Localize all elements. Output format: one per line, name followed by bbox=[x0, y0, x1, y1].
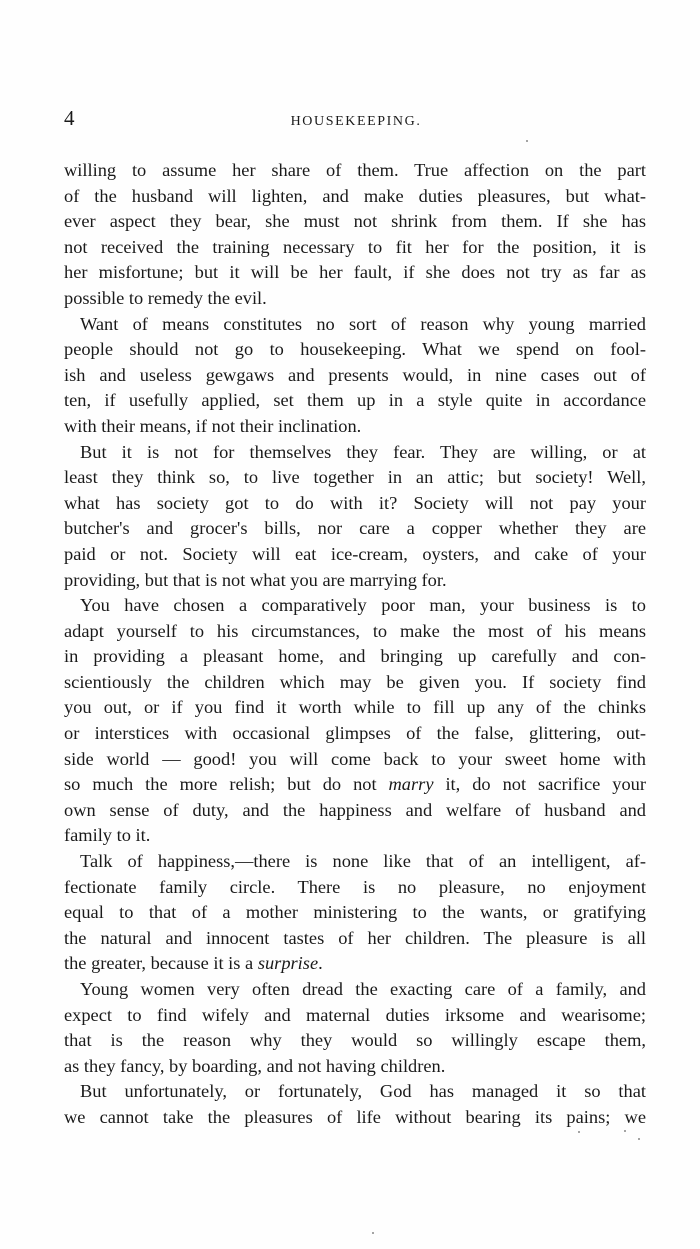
running-title: HOUSEKEEPING. bbox=[290, 114, 422, 129]
text-line: we cannot take the pleasures of life without bearing its pains; we bbox=[64, 1106, 646, 1127]
print-speck bbox=[526, 140, 528, 142]
text-line: least they think so, to live together in an attic; but society! Well, bbox=[64, 467, 646, 488]
text-line: scientiously the children which may be given you. If society find bbox=[64, 671, 646, 692]
text-line: possible to remedy the evil. bbox=[64, 287, 267, 308]
text-line: But unfortunately, or fortunately, God has managed it so that bbox=[80, 1081, 646, 1102]
paragraph bbox=[64, 593, 646, 849]
text-line: providing, but that is not what you are marrying for. bbox=[64, 569, 447, 590]
text-line: ish and useless gewgaws and presents would, in nine cases out of bbox=[64, 364, 646, 385]
paragraph bbox=[64, 1079, 646, 1130]
text-line: side world — good! you will come back to your sweet home with bbox=[64, 748, 646, 769]
text-line: in providing a pleasant home, and bringing up carefully and con- bbox=[64, 646, 646, 667]
text-line: fectionate family circle. There is no pleasure, no enjoyment bbox=[64, 876, 646, 897]
print-speck bbox=[624, 1130, 626, 1132]
body-text bbox=[64, 158, 646, 1131]
print-speck bbox=[372, 1232, 374, 1234]
paragraph bbox=[64, 977, 646, 1079]
text-line: adapt yourself to his circumstances, to make the most of his means bbox=[64, 620, 646, 641]
text-line: expect to find wifely and maternal duties irksome and wearisome; bbox=[64, 1004, 646, 1025]
text-line: Talk of happiness,—there is none like that of an intelligent, af- bbox=[80, 851, 646, 872]
text-line: that is the reason why they would so willingly escape them, bbox=[64, 1030, 646, 1051]
text-line: willing to assume her share of them. True affection on the part bbox=[64, 160, 646, 180]
print-speck bbox=[578, 1131, 580, 1133]
text-line: or interstices with occasional glimpses of the false, glittering, out- bbox=[64, 723, 646, 744]
text-line: Young women very often dread the exacting care of a family, and bbox=[80, 979, 646, 999]
text-line: with their means, if not their inclination. bbox=[64, 415, 362, 436]
paragraph bbox=[64, 440, 646, 594]
text-line: of the husband will lighten, and make duties pleasures, but what- bbox=[64, 185, 646, 206]
text-line: her misfortune; but it will be her fault, if she does not try as far as bbox=[64, 262, 646, 283]
text-line: family to it. bbox=[64, 825, 151, 846]
italic-emphasis: surprise bbox=[257, 953, 319, 974]
text-line: butcher's and grocer's bills, nor care a copper whether they are bbox=[64, 518, 646, 539]
paragraph bbox=[64, 312, 646, 440]
text-line: equal to that of a mother ministering to the wants, or gratifying bbox=[64, 902, 646, 923]
page-number: 4 bbox=[64, 106, 75, 130]
paragraph bbox=[64, 158, 646, 312]
text-line: You have chosen a comparatively poor man, your business is to bbox=[80, 595, 646, 616]
text-line: so much the more relish; but do not marry it, do not sacrifice your bbox=[64, 774, 646, 795]
text-line: Want of means constitutes no sort of reason why young married bbox=[80, 313, 646, 334]
text-line: ten, if usefully applied, set them up in a style quite in accordance bbox=[64, 390, 646, 411]
text-line: paid or not. Society will eat ice-cream, oysters, and cake of your bbox=[64, 543, 646, 564]
text-line: as they fancy, by boarding, and not having children. bbox=[64, 1055, 446, 1076]
text-line: not received the training necessary to fit her for the position, it is bbox=[64, 236, 646, 257]
text-line: ever aspect they bear, she must not shrink from them. If she has bbox=[64, 211, 646, 232]
print-speck bbox=[638, 1138, 640, 1140]
text-line: own sense of duty, and the happiness and welfare of husband and bbox=[64, 799, 646, 820]
text-line: the natural and innocent tastes of her children. The pleasure is all bbox=[64, 927, 646, 948]
text-line: the greater, because it is a surprise. bbox=[64, 953, 323, 974]
text-line: But it is not for themselves they fear. They are willing, or at bbox=[80, 441, 646, 462]
paragraph bbox=[64, 849, 646, 977]
text-line: what has society got to do with it? Society will not pay your bbox=[64, 492, 646, 513]
running-head bbox=[64, 106, 648, 136]
text-line: people should not go to housekeeping. What we spend on fool- bbox=[64, 339, 646, 360]
italic-emphasis: marry bbox=[388, 774, 434, 795]
text-line: you out, or if you find it worth while to fill up any of the chinks bbox=[64, 697, 646, 718]
